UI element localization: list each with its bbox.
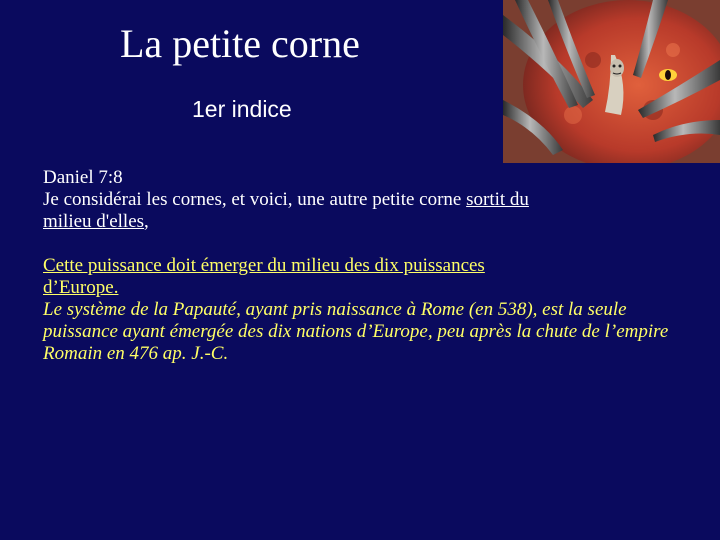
highlight-line-1: Cette puissance doit émerger du milieu des dix puissances [43, 255, 485, 276]
papacy-explanation: Le système de la Papauté, ayant pris naissance à Rome (en 538), est la seule puissance ayant émergée des dix nations d’Europe, peu après la chute de l’empire Romain en 476 ap. J.-C. [43, 299, 669, 364]
slide-subtitle: 1er indice [192, 96, 292, 122]
highlight-statement [43, 255, 703, 299]
verse-underlined-text-2: milieu d'elles [43, 211, 145, 232]
scripture-verse [43, 189, 703, 233]
scripture-reference: Daniel 7:8 [43, 167, 123, 188]
verse-text: Je considérai les cornes, et voici, une autre petite corne [43, 189, 467, 210]
verse-underlined-text-1: sortit du [466, 189, 529, 210]
verse-end: , [144, 211, 149, 232]
slide-body [43, 167, 703, 365]
highlight-line-2: d’Europe. [43, 277, 119, 298]
beast-horns-image [503, 0, 720, 163]
slide-title: La petite corne [120, 21, 360, 66]
